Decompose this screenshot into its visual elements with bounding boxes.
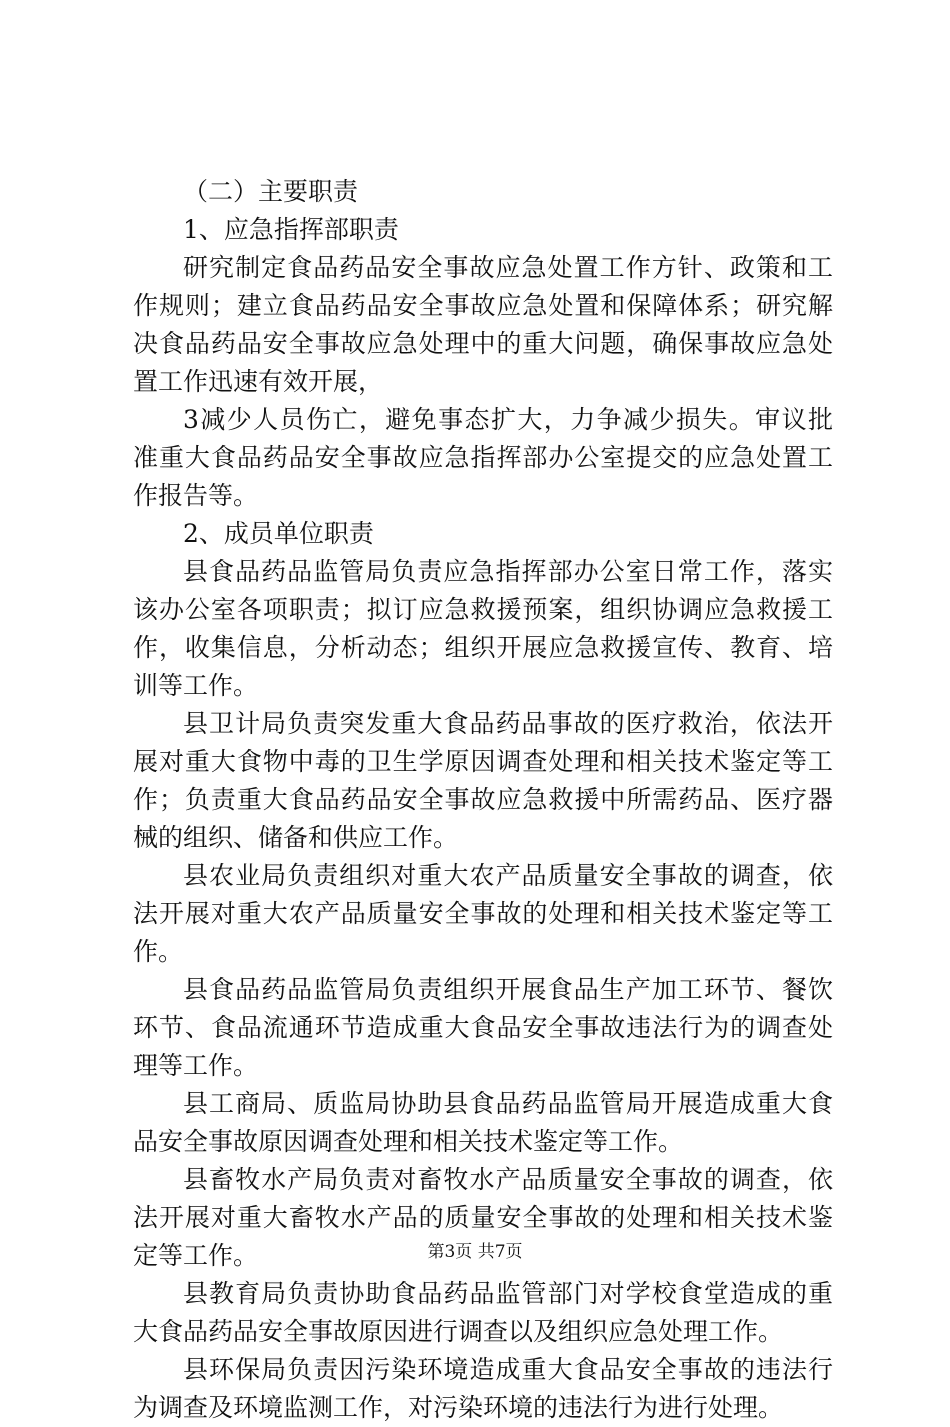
text-line: 展对重大食物中毒的卫生学原因调查处理和相关技术鉴定等工: [133, 747, 833, 776]
text-line: 理等工作。: [133, 1051, 259, 1080]
text-line: 县环保局负责因污染环境造成重大食品安全事故的违法行: [183, 1355, 833, 1384]
text-line: 品安全事故原因调查处理和相关技术鉴定等工作。: [133, 1127, 684, 1156]
text-line: 作，收集信息，分析动态；组织开展应急救援宣传、教育、培: [133, 633, 833, 662]
text-line: 3减少人员伤亡，避免事态扩大，力争减少损失。审议批: [183, 405, 833, 434]
text-line: （二）主要职责: [183, 177, 359, 206]
text-line: 作规则；建立食品药品安全事故应急处置和保障体系；研究解: [133, 291, 833, 320]
text-line: 置工作迅速有效开展，: [133, 367, 384, 396]
text-line: 县畜牧水产局负责对畜牧水产品质量安全事故的调查，依: [183, 1165, 833, 1194]
text-line: 为调查及环境监测工作，对污染环境的违法行为进行处理。: [133, 1393, 784, 1422]
text-line: 县农业局负责组织对重大农产品质量安全事故的调查，依: [183, 861, 833, 890]
text-line: 环节、食品流通环节造成重大食品安全事故违法行为的调查处: [133, 1013, 833, 1042]
text-line: 2、成员单位职责: [183, 519, 374, 548]
text-line: 作；负责重大食品药品安全事故应急救援中所需药品、医疗器: [133, 785, 833, 814]
text-line: 大食品药品安全事故原因进行调查以及组织应急处理工作。: [133, 1317, 784, 1346]
text-line: 研究制定食品药品安全事故应急处置工作方针、政策和工: [183, 253, 833, 282]
page-number-footer: 第3页 共7页: [427, 1242, 523, 1262]
text-line: 训等工作。: [133, 671, 259, 700]
text-line: 县卫计局负责突发重大食品药品事故的医疗救治，依法开: [183, 709, 833, 738]
text-line: 县工商局、质监局协助县食品药品监管局开展造成重大食: [183, 1089, 833, 1118]
text-line: 法开展对重大畜牧水产品的质量安全事故的处理和相关技术鉴: [133, 1203, 833, 1232]
document-body: [133, 173, 833, 1427]
text-line: 作报告等。: [133, 481, 259, 510]
text-line: 该办公室各项职责；拟订应急救援预案，组织协调应急救援工: [133, 595, 833, 624]
text-line: 作。: [133, 937, 184, 966]
text-line: 定等工作。: [133, 1241, 259, 1270]
text-line: 县食品药品监管局负责应急指挥部办公室日常工作，落实: [183, 557, 833, 586]
text-line: 法开展对重大农产品质量安全事故的处理和相关技术鉴定等工: [133, 899, 833, 928]
text-line: 县教育局负责协助食品药品监管部门对学校食堂造成的重: [183, 1279, 833, 1308]
text-line: 县食品药品监管局负责组织开展食品生产加工环节、餐饮: [183, 975, 833, 1004]
text-line: 1、应急指挥部职责: [183, 215, 399, 244]
text-line: 械的组织、储备和供应工作。: [133, 823, 459, 852]
text-line: 准重大食品药品安全事故应急指挥部办公室提交的应急处置工: [133, 443, 833, 472]
text-line: 决食品药品安全事故应急处理中的重大问题，确保事故应急处: [133, 329, 833, 358]
